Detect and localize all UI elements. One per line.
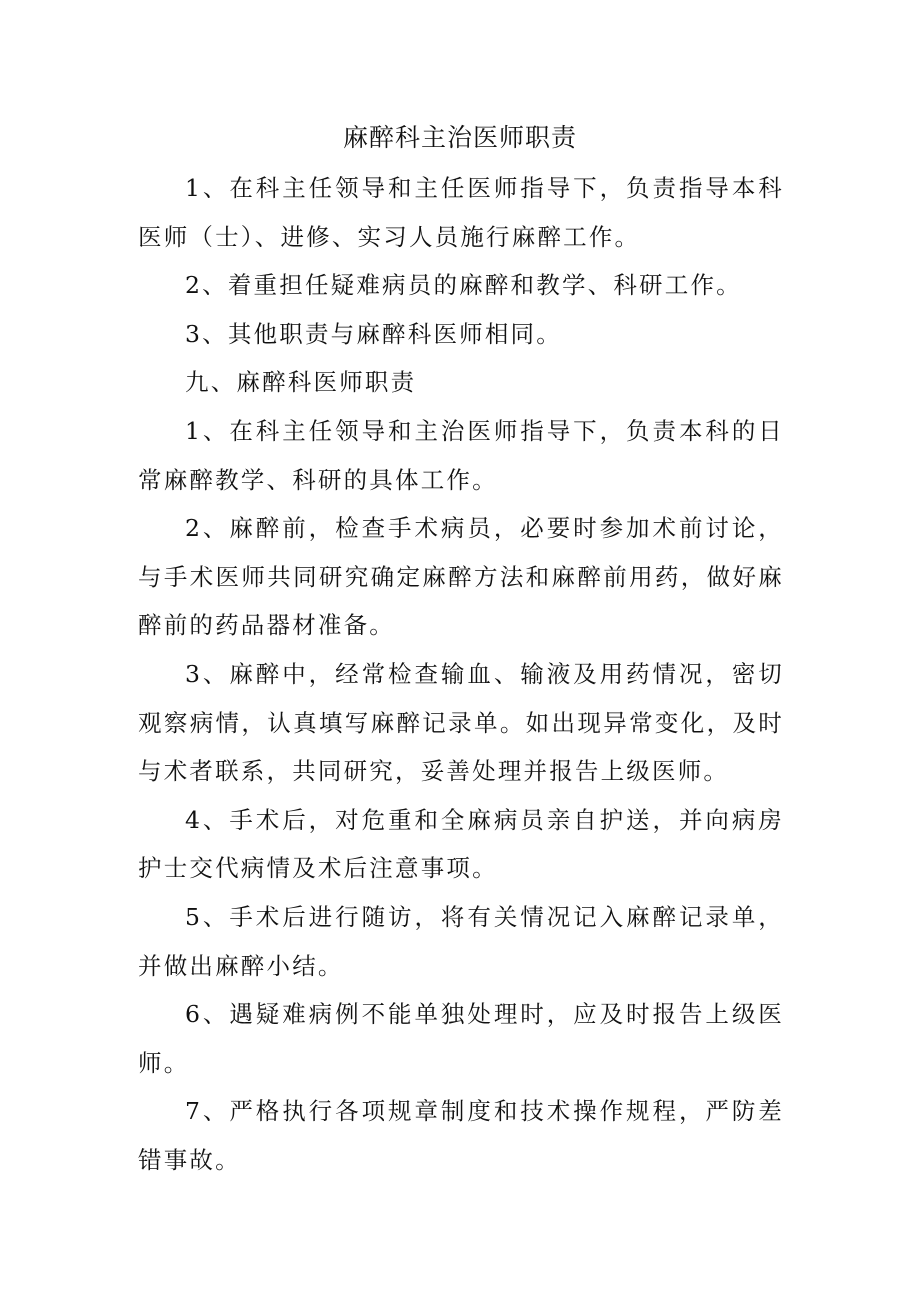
paragraph-duty-3: 3、其他职责与麻醉科医师相同。 [185,319,562,348]
paragraph-resident-duty-2: 2、麻醉前，检查手术病员，必要时参加术前讨论，与手术医师共同研究确定麻醉方法和麻醉前用药，做好麻醉前的药品器材准备。 [138,514,784,640]
paragraph-resident-duty-6: 6、遇疑难病例不能单独处理时，应及时报告上级医师。 [138,1000,784,1077]
paragraph-duty-1: 1、在科主任领导和主任医师指导下，负责指导本科医师（士）、进修、实习人员施行麻醉工作。 [138,174,784,251]
paragraph-resident-duty-1: 1、在科主任领导和主治医师指导下，负责本科的日常麻醉教学、科研的具体工作。 [138,416,784,494]
page-title: 麻醉科主治医师职责 [342,123,577,152]
paragraph-duty-2: 2、着重担任疑难病员的麻醉和教学、科研工作。 [185,271,742,300]
paragraph-resident-duty-4: 4、手术后，对危重和全麻病员亲自护送，并向病房护士交代病情及术后注意事项。 [138,805,784,883]
document-body [138,164,784,1184]
paragraph-resident-duty-5: 5、手术后进行随访，将有关情况记入麻醉记录单，并做出麻醉小结。 [138,902,784,980]
section-heading: 九、麻醉科医师职责 [185,368,417,397]
paragraph-resident-duty-7: 7、严格执行各项规章制度和技术操作规程，严防差错事故。 [138,1097,784,1174]
paragraph-resident-duty-3: 3、麻醉中，经常检查输血、输液及用药情况，密切观察病情，认真填写麻醉记录单。如出现异常变化，及时与术者联系，共同研究，妥善处理并报告上级医师。 [138,659,784,786]
